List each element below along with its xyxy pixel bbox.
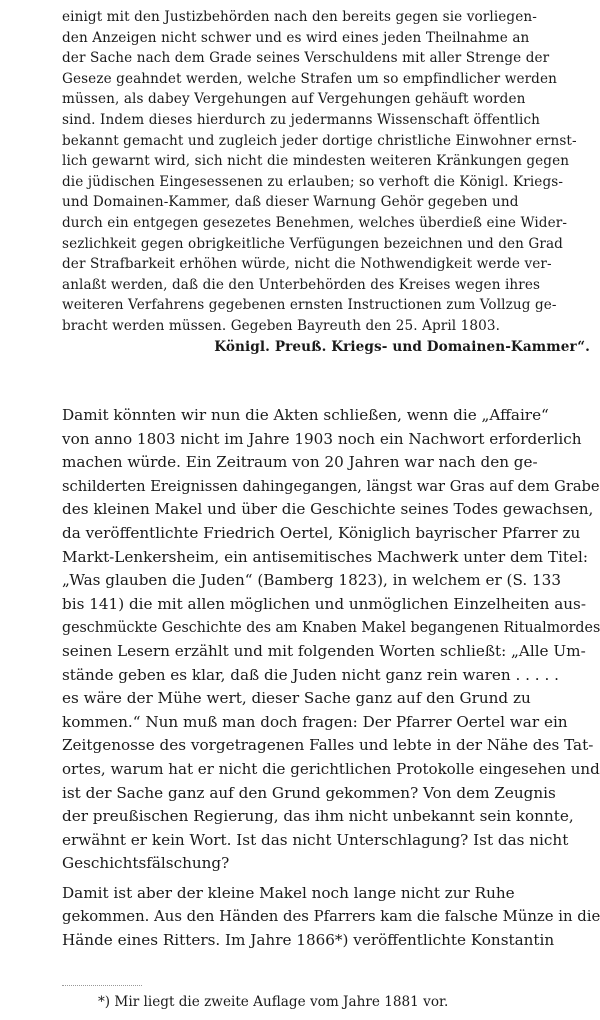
- quote-line: lich gewarnt wird, sich nicht die mindesten weiteren Kränkungen gegen: [62, 153, 570, 170]
- footnote-divider: [62, 985, 142, 986]
- body-line: machen würde. Ein Zeitraum von 20 Jahren war nach den ge-: [62, 453, 538, 472]
- quote-line: der Strafbarkeit erhöhen würde, nicht die Nothwendigkeit werde ver-: [62, 256, 552, 273]
- body-line: bis 141) die mit allen möglichen und unmöglichen Einzelheiten aus-: [62, 594, 586, 613]
- quote-line: bracht werden müssen. Gegeben Bayreuth den 25. April 1803.: [62, 317, 501, 334]
- body-line: der preußischen Regierung, das ihm nicht unbekannt sein konnte,: [62, 807, 574, 826]
- body-line: schilderten Ereignissen dahingegangen, längst war Gras auf dem Grabe: [62, 476, 600, 495]
- body-line: Damit ist aber der kleine Makel noch lange nicht zur Ruhe: [62, 883, 515, 902]
- quote-line: anlaßt werden, daß die den Unterbehörden des Kreises wegen ihres: [62, 276, 541, 293]
- quote-line: der Sache nach dem Grade seines Verschuldens mit aller Strenge der: [62, 50, 550, 67]
- paragraph-1: [62, 404, 600, 876]
- quote-line: und Domainen-Kammer, daß dieser Warnung Gehör gegeben und: [62, 194, 519, 211]
- body-line: Markt-Lenkersheim, ein antisemitisches Machwerk unter dem Titel:: [62, 547, 588, 566]
- footnote: *) Mir liegt die zweite Auflage vom Jahre 1881 vor.: [98, 994, 449, 1010]
- quote-line: sind. Indem dieses hierdurch zu jedermanns Wissenschaft öffentlich: [62, 111, 541, 128]
- body-line: ist der Sache ganz auf den Grund gekommen? Von dem Zeugnis: [62, 783, 556, 802]
- body-line: ortes, warum hat er nicht die gerichtlichen Protokolle eingesehen und: [62, 759, 600, 778]
- body-line: kommen.“ Nun muß man doch fragen: Der Pfarrer Oertel war ein: [62, 712, 568, 731]
- quote-line: bekannt gemacht und zugleich jeder dortige christliche Einwohner ernst-: [62, 132, 577, 149]
- body-line: von anno 1803 nicht im Jahre 1903 noch ein Nachwort erforderlich: [62, 429, 582, 448]
- quote-line: den Anzeigen nicht schwer und es wird eines jeden Theilnahme an: [62, 29, 530, 46]
- body-line: es wäre der Mühe wert, dieser Sache ganz auf den Grund zu: [62, 689, 531, 708]
- paragraph-2: [62, 882, 600, 953]
- quote-line: sezlichkeit gegen obrigkeitliche Verfügungen bezeichnen und den Grad: [62, 235, 563, 252]
- body-line: geschmückte Geschichte des am Knaben Makel begangenen Ritualmordes: [62, 618, 600, 637]
- body-line: erwähnt er kein Wort. Ist das nicht Unterschlagung? Ist das nicht: [62, 830, 569, 849]
- decree-signature: Königl. Preuß. Kriegs- und Domainen-Kammer“.: [214, 338, 590, 355]
- body-line: da veröffentlichte Friedrich Oertel, Königlich bayrischer Pfarrer zu: [62, 523, 581, 542]
- body-line: des kleinen Makel und über die Geschichte seines Todes gewachsen,: [62, 500, 594, 519]
- quote-line: durch ein entgegen gesezetes Benehmen, welches überdieß eine Wider-: [62, 214, 568, 231]
- body-line: stände geben es klar, daß die Juden nicht ganz rein waren . . . . .: [62, 665, 559, 684]
- body-line: Geschichtsfälschung?: [62, 854, 230, 873]
- quoted-decree: [62, 7, 600, 357]
- body-line: Zeitgenosse des vorgetragenen Falles und lebte in der Nähe des Tat-: [62, 736, 594, 755]
- body-line: Damit könnten wir nun die Akten schließen, wenn die „Affaire“: [62, 406, 549, 424]
- quote-line: müssen, als dabey Vergehungen auf Vergehungen gehäuft worden: [62, 91, 526, 108]
- quote-line: einigt mit den Justizbehörden nach den bereits gegen sie vorliegen-: [62, 9, 537, 25]
- body-line: seinen Lesern erzählt und mit folgenden Worten schließt: „Alle Um-: [62, 641, 586, 660]
- quote-line: Geseze geahndet werden, welche Strafen um so empfindlicher werden: [62, 70, 557, 87]
- quote-line: die jüdischen Eingesessenen zu erlauben; so verhoft die Königl. Kriegs-: [62, 173, 564, 190]
- body-line: „Was glauben die Juden“ (Bamberg 1823), in welchem er (S. 133: [62, 571, 561, 590]
- body-line: Hände eines Ritters. Im Jahre 1866*) veröffentlichte Konstantin: [62, 931, 555, 950]
- body-line: gekommen. Aus den Händen des Pfarrers kam die falsche Münze in die: [62, 907, 600, 926]
- quote-line: weiteren Verfahrens gegebenen ernsten Instructionen zum Vollzug ge-: [62, 297, 557, 314]
- body-text: [62, 404, 600, 953]
